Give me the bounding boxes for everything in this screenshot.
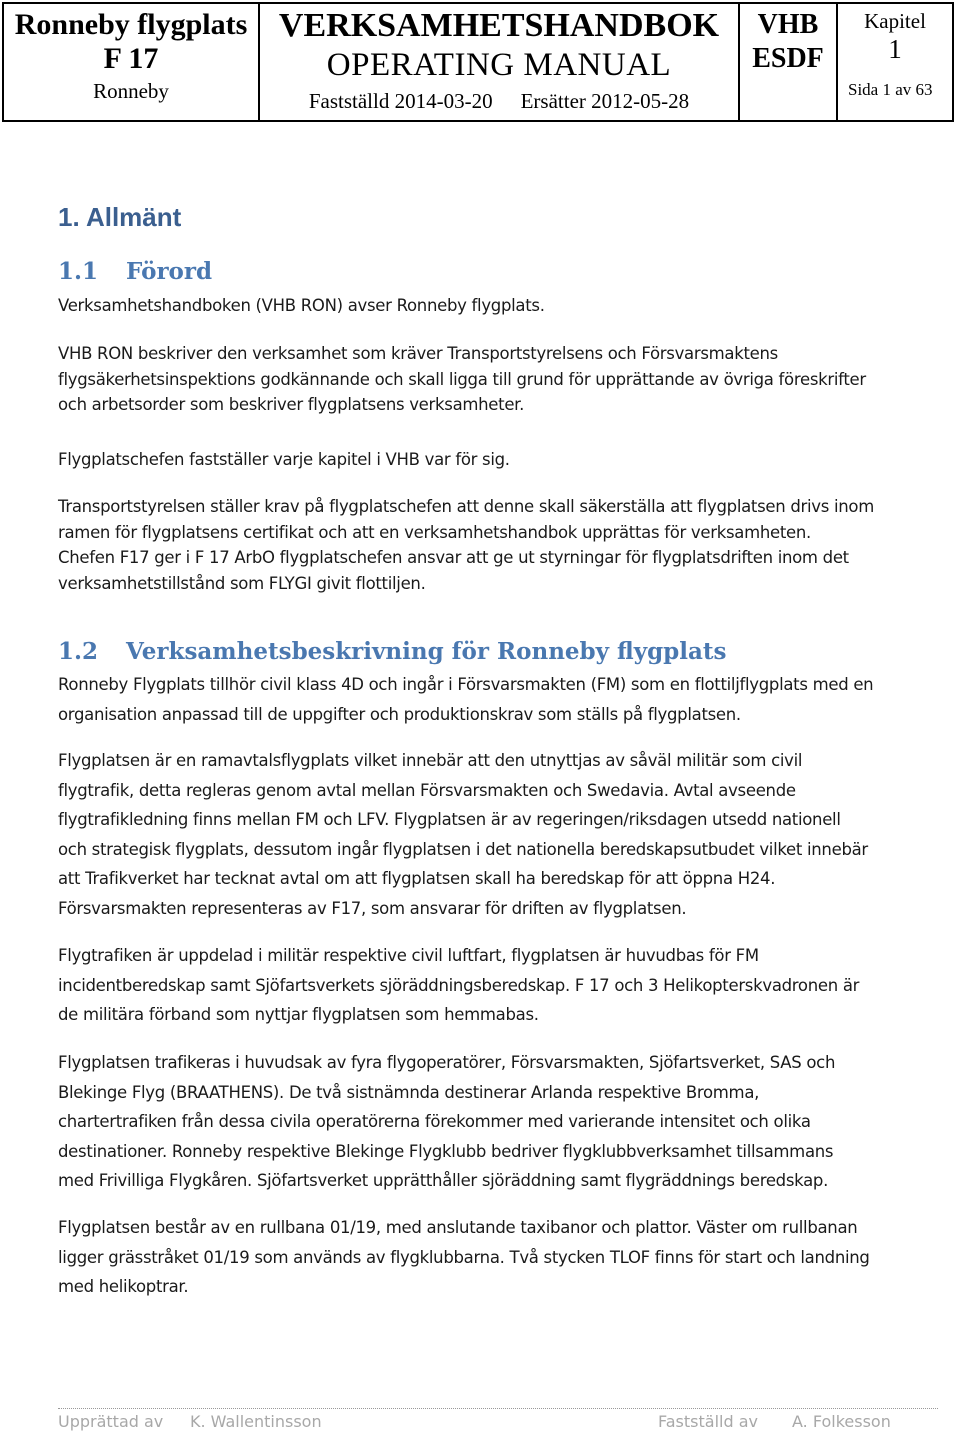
text-line: Blekinge Flyg (BRAATHENS). De två sistnämnda destinerar Arlanda respektive Bromma, <box>58 1082 760 1102</box>
text-line: chartertrafiken från dessa civila operatörerna förekommer med varierande intensitet och olika <box>58 1112 811 1131</box>
text-line: Flygplatschefen fastställer varje kapitel i VHB var för sig. <box>58 450 510 469</box>
text-line: ramen för flygplatsens certifikat och att en verksamhetshandbok upprättas för verksamheten. <box>58 522 812 542</box>
text-line: verksamhetstillstånd som FLYGI givit flottiljen. <box>58 573 426 593</box>
text-line: Försvarsmakten representeras av F17, som ansvarar för driften av flygplatsen. <box>58 898 687 918</box>
paragraph-6 <box>58 746 938 923</box>
footer-approved-by: A. Folkesson <box>792 1412 891 1431</box>
header-established: Fastställd 2014-03-20 <box>308 89 493 113</box>
footer-prepared-label: Upprättad av <box>58 1412 164 1431</box>
text-line: Ronneby Flygplats tillhör civil klass 4D och ingår i Försvarsmakten (FM) som en flottiljflygplats med en <box>58 675 874 694</box>
text-line: flygtrafik, detta regleras genom avtal mellan Försvarsmakten och Swedavia. Avtal avseende <box>58 780 796 800</box>
text-line: att Trafikverket har tecknat avtal om att flygplatsen skall ha beredskap för att öppna H24. <box>58 869 776 888</box>
document-header <box>2 2 954 122</box>
header-place: Ronneby <box>93 79 169 103</box>
text-line: Chefen F17 ger i F 17 ArbO flygplatschefen ansvar att ge ut styrningar för flygplatsdriften inom det <box>58 548 849 567</box>
text-line: och strategisk flygplats, dessutom ingår flygplatsen i det nationella beredskapsutbudet vilket innebär <box>58 839 868 859</box>
text-line: destinationer. Ronneby respektive Blekinge Flygklubb bedriver flygklubbverksamhet tillsammans <box>58 1141 834 1161</box>
text-line: Flygtrafiken är uppdelad i militär respektive civil luftfart, flygplatsen är huvudbas för FM <box>58 946 759 965</box>
header-chapter-label: Kapitel <box>864 9 926 33</box>
section-heading-1-1 <box>58 258 212 285</box>
paragraph-3 <box>58 447 938 473</box>
text-line: Verksamhetshandboken (VHB RON) avser Ronneby flygplats. <box>58 296 545 315</box>
text-line: organisation anpassad till de uppgifter och produktionskrav som ställs på flygplatsen. <box>58 704 741 724</box>
header-title: VERKSAMHETSHANDBOK <box>278 7 720 44</box>
text-line: flygsäkerhetsinspektions godkännande och skall ligga till grund för upprättande av övriga föreskrifter <box>58 369 866 389</box>
text-line: Flygplatsen trafikeras i huvudsak av fyra flygoperatörer, Försvarsmakten, Sjöfartsverket, SAS och <box>58 1053 836 1072</box>
text-line: Flygplatsen är en ramavtalsflygplats vilket innebär att den utnyttjas av såväl militär som civil <box>58 751 803 770</box>
text-line: med Frivilliga Flygkåren. Sjöfartsverket upprätthåller sjöräddning samt flygräddnings beredskap. <box>58 1171 829 1190</box>
text-line: flygtrafikledning finns mellan FM och LFV. Flygplatsen är av regeringen/riksdagen utsedd nationell <box>58 810 841 829</box>
heading-text: Förord <box>126 258 213 285</box>
header-replaces: Ersätter 2012-05-28 <box>520 89 690 113</box>
header-doc-code-2: ESDF <box>752 43 824 74</box>
paragraph-1 <box>58 293 938 319</box>
heading-number: 1.2 <box>58 638 99 665</box>
paragraph-2 <box>58 341 938 418</box>
text-line: och arbetsorder som beskriver flygplatsens verksamheter. <box>58 395 525 414</box>
text-line: de militära förband som nyttjar flygplatsen som hemmabas. <box>58 1005 539 1024</box>
paragraph-8 <box>58 1048 938 1196</box>
section-heading-1-2 <box>58 638 726 665</box>
header-org: Ronneby flygplats <box>14 8 248 41</box>
text-line: med helikoptrar. <box>58 1277 189 1296</box>
header-dates <box>260 86 738 116</box>
footer-prepared-by: K. Wallentinsson <box>190 1412 322 1431</box>
paragraph-7 <box>58 941 938 1030</box>
text-line: ligger grässtråket 01/19 som används av flygklubbarna. Två stycken TLOF finns för start och landning <box>58 1247 870 1267</box>
header-code-cell <box>740 4 838 120</box>
header-title-cell <box>260 4 740 120</box>
heading-text: Verksamhetsbeskrivning för Ronneby flygplats <box>126 638 727 665</box>
text-line: Flygplatsen består av en rullbana 01/19, med anslutande taxibanor och plattor. Väster om rullbanan <box>58 1218 858 1237</box>
text-line: VHB RON beskriver den verksamhet som kräver Transportstyrelsens och Försvarsmaktens <box>58 344 778 363</box>
text-line: Transportstyrelsen ställer krav på flygplatschefen att denne skall säkerställa att flygplatsen drivs inom <box>58 497 874 516</box>
header-page: Sida 1 av 63 <box>848 80 933 99</box>
paragraph-9 <box>58 1213 938 1302</box>
header-unit: F 17 <box>103 42 159 75</box>
header-doc-code-1: VHB <box>757 9 819 40</box>
text-line: incidentberedskap samt Sjöfartsverkets sjöräddningsberedskap. F 17 och 3 Helikopterskvadronen är <box>58 975 860 995</box>
paragraph-4 <box>58 494 938 596</box>
header-chapter-number: 1 <box>888 34 902 64</box>
section-heading-1: 1. Allmänt <box>58 202 182 232</box>
header-chapter-cell <box>838 4 952 120</box>
header-subtitle: OPERATING MANUAL <box>326 47 672 83</box>
footer-approved-label: Fastställd av <box>658 1412 758 1431</box>
paragraph-5 <box>58 670 938 729</box>
heading-number: 1.1 <box>58 258 99 285</box>
header-org-cell <box>4 4 260 120</box>
footer-divider <box>58 1408 938 1409</box>
